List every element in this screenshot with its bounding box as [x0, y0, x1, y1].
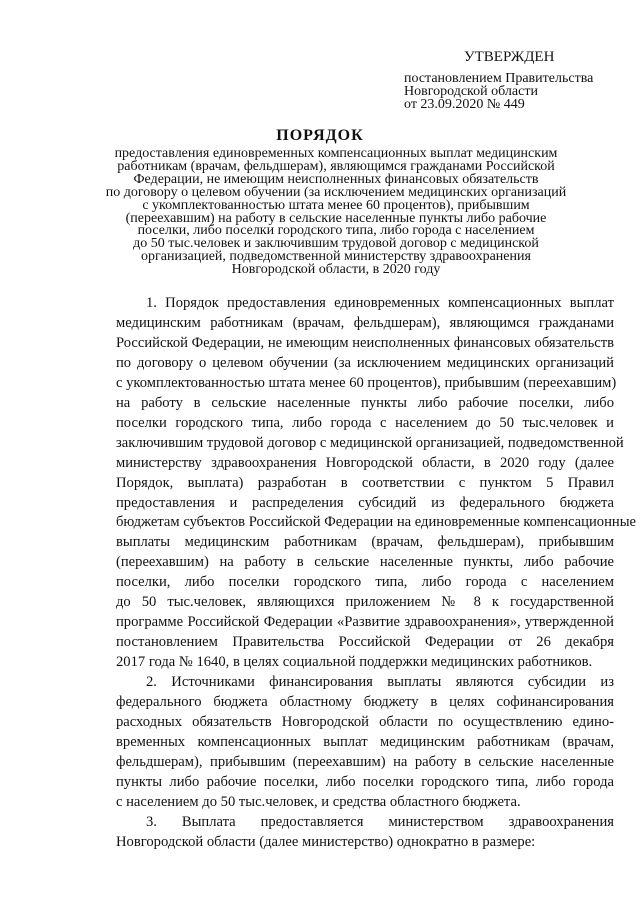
- subtitle-line: Новгородской области, в 2020 году: [231, 262, 441, 278]
- paragraph-1-line: министерству здравоохранения Новгородской области, в 2020 году (далее: [116, 454, 614, 471]
- document-title: ПОРЯДОК: [276, 127, 364, 144]
- paragraph-1-line: медицинским работникам (врачам, фельдшерам), являющимся гражданами: [116, 314, 614, 331]
- paragraph-1-line: до 50 тыс.человек, являющихся приложением № 8 к государственной: [116, 594, 614, 611]
- paragraph-1-line: Порядок, выплата) разработан в соответствии с пунктом 5 Правил: [116, 474, 614, 491]
- subtitle-line: работникам (врачам, фельдшерам), являющимся гражданами Российской: [117, 158, 555, 174]
- paragraph-1-line: поселки, либо поселки городского типа, либо города с населением: [116, 574, 614, 591]
- document-body: [116, 294, 636, 853]
- approval-line-1: постановлением Правительства: [404, 71, 594, 86]
- paragraph-1-line: предоставления и распределения субсидий из федерального бюджета: [116, 494, 614, 511]
- document-subtitle: [96, 148, 576, 277]
- paragraph-1-line: программе Российской Федерации «Развитие здравоохранения», утвержденной: [116, 614, 614, 631]
- paragraph-1-line: бюджетам субъектов Российской Федерации на единовременные компенсационные: [116, 514, 636, 531]
- paragraph-1-line: на работу в сельские населенные пункты либо рабочие поселки, либо: [116, 394, 614, 411]
- paragraph-1-line: поселки городского типа, либо города с населением до 50 тыс.человек и: [116, 414, 614, 431]
- approval-line-3: от 23.09.2020 № 449: [404, 97, 525, 112]
- paragraph-1-line: с укомплектованностью штата менее 60 процентов), прибывшим (переехавшим): [116, 374, 617, 391]
- paragraph-1-line: заключившим трудовой договор с медицинской организацией, подведомственной: [116, 434, 624, 451]
- paragraph-3-line: 3. Выплата предоставляется министерством здравоохранения: [146, 813, 614, 830]
- paragraph-1-line: по договору о целевом обучении (за исключением медицинских организаций: [116, 354, 614, 371]
- paragraph-2-line: фельдшерам), прибывшим (переехавшим) на работу в сельские населенные: [116, 753, 614, 770]
- paragraph-1-line: 2017 года № 1640, в целях социальной поддержки медицинских работников.: [116, 654, 593, 671]
- paragraph-2-line: временных компенсационных выплат медицинским работникам (врачам,: [116, 733, 614, 750]
- paragraph-2-line: расходных обязательств Новгородской области по осуществлению едино-: [116, 714, 614, 731]
- subtitle-line: до 50 тыс.человек и заключившим трудовой договор с медицинской: [133, 236, 539, 252]
- paragraph-1-line: выплаты медицинским работникам (врачам, фельдшерам), прибывшим: [116, 534, 614, 551]
- paragraph-1-line: Российской Федерации, не имеющим неисполненных финансовых обязательств: [116, 334, 614, 351]
- paragraph-1-line: постановлением Правительства Российской Федерации от 26 декабря: [116, 634, 614, 651]
- subtitle-line: поселки, либо поселки городского типа, либо города с населением: [137, 223, 535, 239]
- paragraph-2-line: пункты либо рабочие поселки, либо поселки городского типа, либо города: [116, 773, 614, 790]
- paragraph-2-line: с населением до 50 тыс.человек, и средства областного бюджета.: [116, 793, 521, 810]
- paragraph-2-line: федерального бюджета областному бюджету в целях софинансирования: [116, 694, 614, 711]
- paragraph-1-line: 1. Порядок предоставления единовременных компенсационных выплат: [146, 295, 614, 311]
- subtitle-line: (переехавшим) на работу в сельские населенные пункты либо рабочие: [125, 210, 547, 226]
- paragraph-1-line: (переехавшим) на работу в сельские населенные пункты, либо рабочие: [116, 554, 614, 571]
- subtitle-line: предоставления единовременных компенсационных выплат медицинским: [114, 146, 558, 161]
- subtitle-line: организацией, подведомственной министерству здравоохранения: [141, 249, 531, 265]
- subtitle-line: с укомплектованностью штата менее 60 процентов), прибывшим: [142, 197, 530, 213]
- paragraph-2-line: 2. Источниками финансирования выплаты являются субсидии из: [146, 674, 614, 691]
- approval-line-2: Новгородской области: [404, 84, 538, 99]
- subtitle-line: по договору о целевом обучении (за исключением медицинских организаций: [105, 184, 567, 200]
- paragraph-3-line: Новгородской области (далее министерство) однократно в размере:: [116, 833, 536, 850]
- approval-heading: УТВЕРЖДЕН: [464, 49, 555, 65]
- subtitle-line: Федерации, не имеющим неисполненных финансовых обязательств: [133, 171, 539, 187]
